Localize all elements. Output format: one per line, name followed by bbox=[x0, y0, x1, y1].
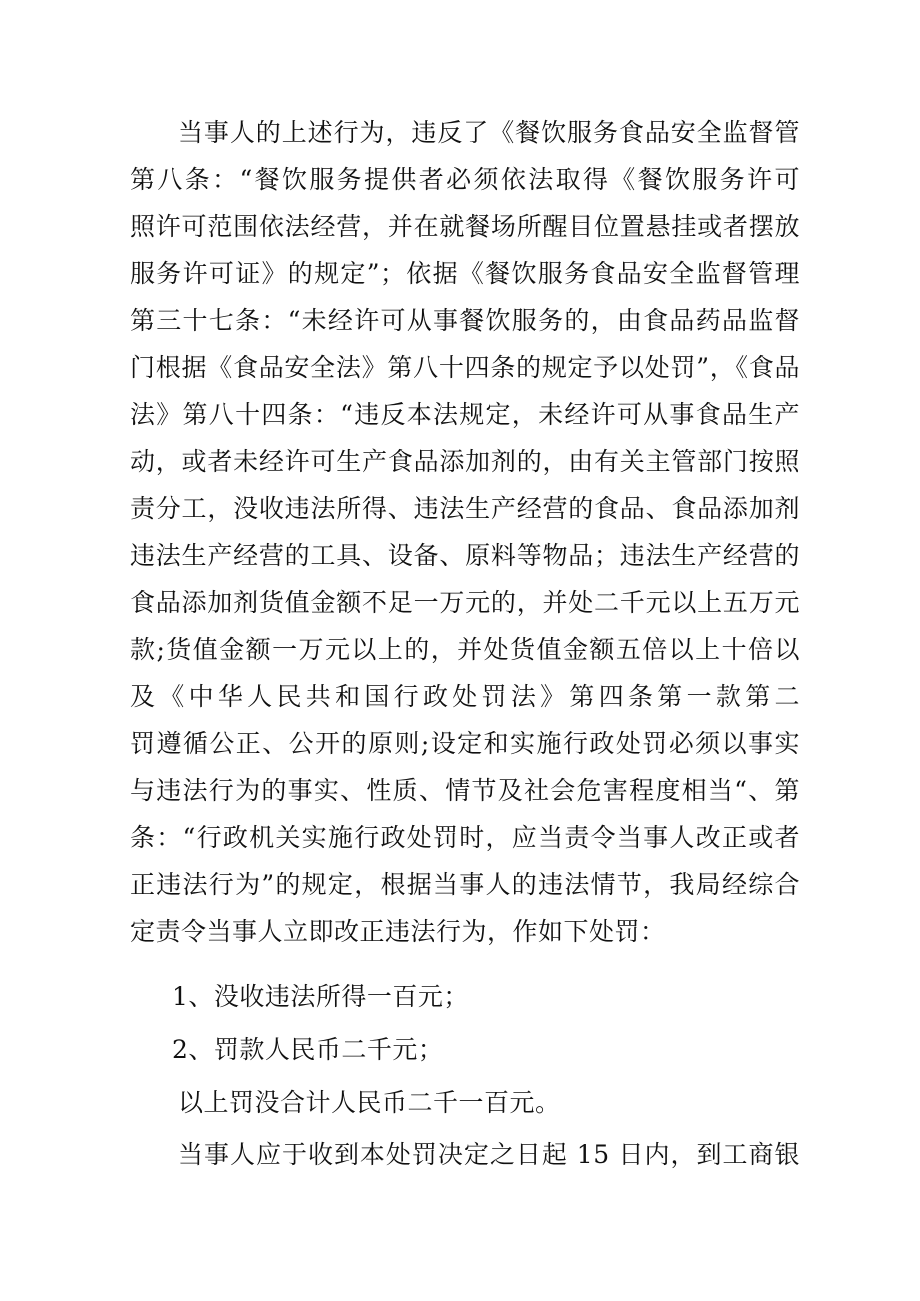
paragraph-line: 食品添加剂货值金额不足一万元的，并处二千元以上五万元 bbox=[130, 588, 800, 617]
paragraph-line: 门根据《食品安全法》第八十四条的规定予以处罚”，《食品 bbox=[130, 353, 800, 382]
paragraph-line: 罚遵循公正、公开的原则;设定和实施行政处罚必须以事实 bbox=[130, 729, 800, 758]
paragraph-line: 第八条：“餐饮服务提供者必须依法取得《餐饮服务许可 bbox=[130, 165, 800, 194]
penalty-total: 以上罚没合计人民币二千一百元。 bbox=[178, 1088, 561, 1117]
paragraph-line: 责分工，没收违法所得、违法生产经营的食品、食品添加剂 bbox=[130, 494, 800, 523]
penalty-item: 2、罚款人民币二千元； bbox=[172, 1035, 444, 1064]
paragraph-line: 与违法行为的事实、性质、情节及社会危害程度相当“、第 bbox=[130, 776, 800, 805]
paragraph-line: 当事人的上述行为，违反了《餐饮服务食品安全监督管 bbox=[178, 118, 800, 147]
paragraph-line: 动，或者未经许可生产食品添加剂的，由有关主管部门按照 bbox=[130, 447, 800, 476]
paragraph-line: 第三十七条：“未经许可从事餐饮服务的，由食品药品监督 bbox=[130, 306, 800, 335]
paragraph-line: 款;货值金额一万元以上的，并处货值金额五倍以上十倍以 bbox=[130, 635, 800, 664]
paragraph-line: 违法生产经营的工具、设备、原料等物品；违法生产经营的 bbox=[130, 541, 800, 570]
paragraph-line: 条：“行政机关实施行政处罚时，应当责令当事人改正或者 bbox=[130, 823, 800, 852]
paragraph-line: 正违法行为”的规定，根据当事人的违法情节，我局经综合 bbox=[130, 870, 800, 899]
paragraph-line: 法》第八十四条：“违反本法规定，未经许可从事食品生产 bbox=[130, 400, 800, 429]
payment-instruction: 当事人应于收到本处罚决定之日起 15 日内，到工商银 bbox=[178, 1140, 800, 1169]
paragraph-line: 定责令当事人立即改正违法行为，作如下处罚： bbox=[130, 917, 666, 946]
paragraph-line: 服务许可证》的规定”；依据《餐饮服务食品安全监督管理 bbox=[130, 259, 800, 288]
paragraph-line: 及《中华人民共和国行政处罚法》第四条第一款第二 bbox=[130, 682, 800, 711]
penalty-item: 1、没收违法所得一百元； bbox=[172, 982, 469, 1011]
paragraph-line: 照许可范围依法经营，并在就餐场所醒目位置悬挂或者摆放 bbox=[130, 212, 800, 241]
